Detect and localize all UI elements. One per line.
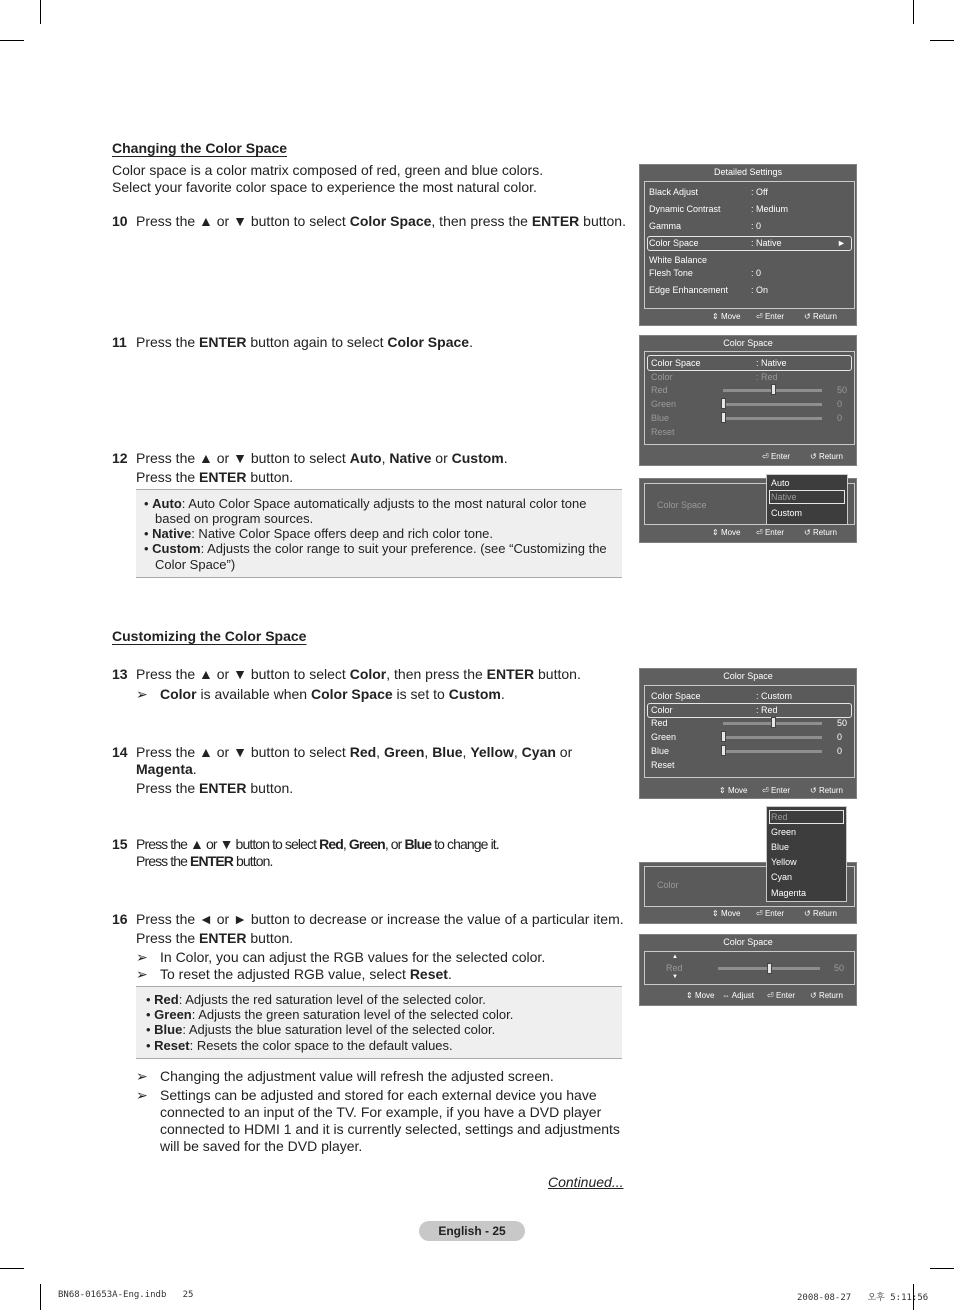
crop-mark	[0, 1268, 24, 1269]
step-text: Press the ▲ or ▼ button to select Color Space, then press the ENTER button.	[136, 213, 626, 229]
move-icon: ⇕	[719, 786, 726, 795]
note-item: • Auto: Auto Color Space automatically adjusts to the most natural color tone	[144, 496, 587, 511]
osd-row-label: Red	[666, 963, 683, 973]
slider-knob[interactable]	[721, 745, 726, 756]
option-blue[interactable]: Blue	[771, 842, 790, 852]
return-icon: ↺	[810, 786, 817, 795]
slider-knob	[721, 412, 726, 423]
osd-foot-enter: ⏎ Enter	[762, 786, 791, 795]
osd-row-label[interactable]: Dynamic Contrast	[649, 204, 721, 214]
note-item: • Custom: Adjusts the color range to suit your preference. (see “Customizing the	[144, 541, 607, 556]
osd-row-value: 0	[837, 399, 843, 409]
enter-icon: ⏎	[756, 312, 763, 321]
osd-foot-enter: ⏎ Enter	[756, 312, 785, 321]
osd-row-value: : Medium	[751, 204, 789, 214]
osd-title: Color Space	[723, 338, 773, 348]
enter-icon: ⏎	[762, 786, 769, 795]
osd-row-value: : Red	[756, 372, 778, 382]
step-note: connected to an input of the TV. For example, if you have a DVD player	[160, 1104, 602, 1120]
option-yellow[interactable]: Yellow	[771, 857, 797, 867]
osd-foot-adjust: ⇔ Adjust	[722, 991, 755, 1000]
step-number: 15	[112, 836, 128, 852]
intro-text: Select your favorite color space to experience the most natural color.	[112, 179, 537, 195]
osd-row-label[interactable]: Black Adjust	[649, 187, 699, 197]
slider-track	[723, 403, 822, 406]
move-icon: ⇕	[712, 312, 719, 321]
osd-foot-enter: ⏎ Enter	[756, 909, 785, 918]
osd-row-label[interactable]: Red	[651, 718, 668, 728]
step-note: will be saved for the DVD player.	[160, 1138, 363, 1154]
osd-row-value: 0	[837, 746, 843, 756]
step-text: Press the ◄ or ► button to decrease or increase the value of a particular item.	[136, 911, 624, 927]
step-note: To reset the adjusted RGB value, select Reset.	[160, 966, 452, 982]
note-item: • Green: Adjusts the green saturation level of the selected color.	[146, 1007, 514, 1022]
osd-row-value: : Red	[756, 705, 778, 715]
step-text: Press the ▲ or ▼ button to select Color, then press the ENTER button.	[136, 666, 581, 682]
osd-title: Color Space	[723, 937, 773, 947]
section-heading: Customizing the Color Space	[112, 628, 307, 644]
note-arrow-icon: ➢	[136, 686, 148, 702]
osd-title: Color Space	[723, 671, 773, 681]
note-item: Color Space”)	[155, 557, 236, 572]
slider-knob[interactable]	[771, 717, 776, 728]
osd-row-value: : 0	[751, 221, 762, 231]
enter-icon: ⏎	[756, 909, 763, 918]
osd-foot-enter: ⏎ Enter	[756, 528, 785, 537]
note-arrow-icon: ➢	[136, 1087, 148, 1103]
osd-row-label: Red	[651, 385, 668, 395]
return-icon: ↺	[804, 312, 811, 321]
step-text: Press the ▲ or ▼ button to select Red, Green, Blue, Yellow, Cyan or	[136, 744, 573, 760]
slider-knob	[771, 384, 776, 395]
osd-row-label: Color Space	[657, 500, 707, 510]
step-number: 12	[112, 450, 128, 466]
osd-foot-move: ⇕ Move	[712, 312, 741, 321]
osd-row-label[interactable]: Green	[651, 732, 677, 742]
osd-row-value: 50	[834, 963, 845, 973]
note-arrow-icon: ➢	[136, 966, 148, 982]
osd-option-list	[766, 474, 848, 525]
step-number: 11	[112, 334, 127, 350]
page-number-badge: English - 25	[419, 1221, 525, 1241]
step-note: Settings can be adjusted and stored for each external device you have	[160, 1087, 597, 1103]
crop-mark	[930, 1268, 954, 1269]
osd-foot-return: ↺ Return	[804, 312, 837, 321]
return-icon: ↺	[810, 452, 817, 461]
osd-foot-move: ⇕ Move	[712, 528, 741, 537]
osd-row-label[interactable]: Color Space	[651, 691, 701, 701]
osd-color-space	[639, 335, 857, 466]
osd-foot-move: ⇕ Move	[719, 786, 748, 795]
step-text: Press the ENTER button again to select Color Space.	[136, 334, 473, 350]
note-item: • Native: Native Color Space offers deep and rich color tone.	[144, 526, 494, 541]
slider-knob	[721, 398, 726, 409]
osd-foot-move: ⇕ Move	[712, 909, 741, 918]
osd-row-value: 50	[837, 385, 848, 395]
crop-mark	[0, 40, 24, 41]
step-text: Press the ENTER button.	[136, 469, 294, 485]
step-text: Press the ENTER button.	[136, 853, 273, 869]
note-arrow-icon: ➢	[136, 1068, 148, 1084]
osd-row-value: : Native	[751, 238, 782, 248]
osd-detailed-settings	[639, 164, 857, 326]
step-number: 10	[112, 213, 128, 229]
osd-row-value: 0	[837, 413, 843, 423]
osd-row-label: Blue	[651, 413, 670, 423]
arrow-down-icon: ▼	[672, 974, 678, 980]
step-text: Press the ▲ or ▼ button to select Red, Green, or Blue to change it.	[136, 836, 499, 852]
osd-row-value: : 0	[751, 268, 762, 278]
step-number: 13	[112, 666, 128, 682]
osd-foot-return: ↺ Return	[810, 786, 843, 795]
osd-foot-return: ↺ Return	[804, 909, 837, 918]
osd-color-space-custom	[639, 668, 857, 799]
osd-row-label[interactable]: Color Space	[649, 238, 699, 248]
return-icon: ↺	[804, 909, 811, 918]
enter-icon: ⏎	[756, 528, 763, 537]
osd-row-label[interactable]: Gamma	[649, 221, 682, 231]
step-text: Press the ENTER button.	[136, 780, 294, 796]
crop-mark	[930, 40, 954, 41]
osd-row-value: : Native	[756, 358, 787, 368]
crop-mark	[40, 0, 41, 24]
crop-mark	[40, 1284, 41, 1310]
osd-red-adjust	[639, 934, 857, 1006]
crop-mark	[913, 0, 914, 24]
step-number: 16	[112, 911, 128, 927]
step-note: In Color, you can adjust the RGB values for the selected color.	[160, 949, 546, 965]
note-box	[136, 986, 622, 1059]
osd-title: Detailed Settings	[713, 167, 783, 177]
osd-color-option-list	[766, 806, 847, 902]
osd-row-label: Green	[651, 399, 677, 409]
option-red[interactable]: Red	[771, 812, 788, 822]
step-text: Press the ▲ or ▼ button to select Auto, Native or Custom.	[136, 450, 508, 466]
arrow-up-icon: ▲	[672, 954, 678, 960]
step-note: connected to HDMI 1 and it is currently selected, settings and adjustments	[160, 1121, 620, 1137]
osd-row-label: Color	[657, 880, 679, 890]
step-note: Color is available when Color Space is set to Custom.	[160, 686, 505, 702]
osd-row-label: Reset	[651, 427, 675, 437]
osd-row-value: : On	[751, 285, 769, 295]
return-icon: ↺	[810, 991, 817, 1000]
osd-row-value: 50	[837, 718, 848, 728]
osd-row-label[interactable]: White Balance	[649, 255, 708, 265]
osd-foot-enter: ⏎ Enter	[762, 452, 791, 461]
step-text: Press the ENTER button.	[136, 930, 294, 946]
osd-row-label[interactable]: Flesh Tone	[649, 268, 693, 278]
slider-track[interactable]	[723, 736, 822, 739]
chevron-right-icon: ►	[837, 238, 846, 248]
slider-track	[723, 417, 822, 420]
note-item: • Red: Adjusts the red saturation level of the selected color.	[146, 992, 486, 1007]
slider-knob[interactable]	[721, 731, 726, 742]
osd-row-value: : Off	[751, 187, 768, 197]
option-cyan[interactable]: Cyan	[771, 872, 793, 882]
timestamp: 2008-08-27 오후 5:11:56	[797, 1293, 929, 1303]
enter-icon: ⏎	[762, 452, 769, 461]
osd-row-label[interactable]: Blue	[651, 746, 670, 756]
osd-row-label: Color	[651, 372, 673, 382]
file-info: BN68-01653A-Eng.indb 25	[58, 1290, 194, 1300]
section-heading: Changing the Color Space	[112, 140, 288, 156]
note-item: based on program sources.	[155, 511, 314, 526]
intro-text: Color space is a color matrix composed of red, green and blue colors.	[112, 162, 544, 178]
osd-selection-highlight	[647, 703, 852, 718]
adjust-icon: ⇔	[722, 991, 730, 1000]
note-arrow-icon: ➢	[136, 949, 148, 965]
osd-foot-move: ⇕ Move	[686, 991, 715, 1000]
note-box	[136, 489, 622, 578]
osd-foot-return: ↺ Return	[810, 452, 843, 461]
move-icon: ⇕	[712, 528, 719, 537]
note-item: • Reset: Resets the color space to the default values.	[146, 1038, 453, 1053]
move-icon: ⇕	[686, 991, 693, 1000]
step-text: Magenta.	[136, 761, 197, 777]
step-note: Changing the adjustment value will refresh the adjusted screen.	[160, 1068, 554, 1084]
move-icon: ⇕	[712, 909, 719, 918]
continued-link: Continued...	[548, 1174, 624, 1190]
step-number: 14	[112, 744, 128, 760]
osd-row-label[interactable]: Edge Enhancement	[649, 285, 729, 295]
option-custom[interactable]: Custom	[771, 508, 803, 518]
option-green[interactable]: Green	[771, 827, 797, 837]
option-native[interactable]: Native	[771, 492, 797, 502]
return-icon: ↺	[804, 528, 811, 537]
osd-foot-return: ↺ Return	[810, 991, 843, 1000]
osd-row-label[interactable]: Reset	[651, 760, 675, 770]
osd-row-value: : Custom	[756, 691, 793, 701]
note-item: • Blue: Adjusts the blue saturation level of the selected color.	[146, 1022, 496, 1037]
osd-row-value: 0	[837, 732, 843, 742]
slider-track[interactable]	[723, 750, 822, 753]
osd-foot-return: ↺ Return	[804, 528, 837, 537]
option-auto[interactable]: Auto	[771, 478, 790, 488]
slider-knob[interactable]	[767, 963, 772, 974]
osd-foot-enter: ⏎ Enter	[767, 991, 796, 1000]
osd-row-label[interactable]: Color Space	[651, 358, 701, 368]
osd-color-space-dropdown	[639, 478, 857, 543]
enter-icon: ⏎	[767, 991, 774, 1000]
osd-row-label[interactable]: Color	[651, 705, 673, 715]
option-magenta[interactable]: Magenta	[771, 888, 807, 898]
